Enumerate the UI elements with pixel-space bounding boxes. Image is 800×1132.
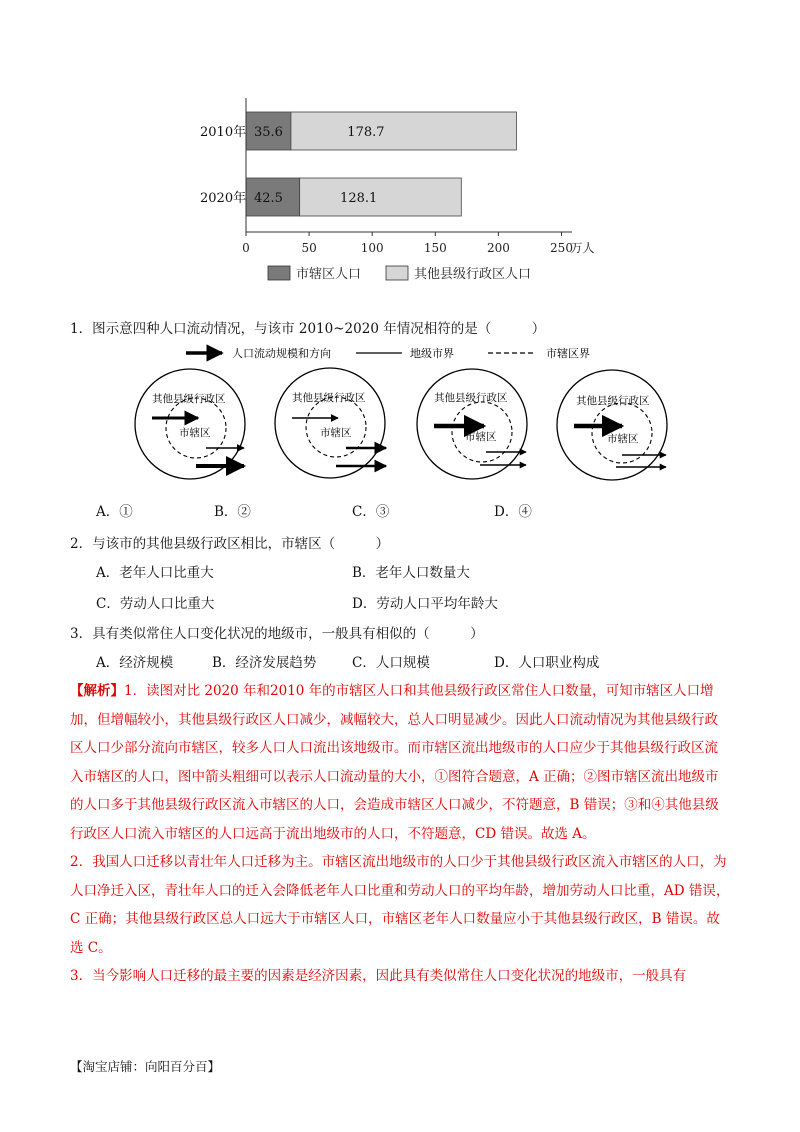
x-axis-unit-label: 万人 [570,241,595,255]
legend-district-boundary-label: 市辖区界 [546,347,590,360]
outer-region-label: 其他县级行政区 [292,392,366,404]
analysis-tag: 【解析】 [70,683,124,699]
q3-option-c[interactable]: C．人口规模 [352,655,430,671]
diagram-panel-3 [417,369,527,479]
bar-value-label: 42.5 [254,191,283,206]
question-1-stem: 1．图示意四种人口流动情况，与该市 2010~2020 年情况相符的是（ ） [70,321,546,337]
analysis-section [70,677,730,991]
bar-value-label: 35.6 [254,125,283,140]
q1-option-b[interactable]: B．② [214,504,251,520]
x-tick-label: 100 [360,241,384,255]
x-tick-label: 150 [423,241,447,255]
q1-option-a[interactable]: A．① [96,504,133,520]
legend-swatch-other [386,266,408,280]
inner-district-label: 市辖区 [607,433,639,445]
analysis-paragraph-3: 3．当今影响人口迁移的最主要的因素是经济因素，因此具有类似常住人口变化状况的地级市，一般具有 [70,968,687,984]
outer-region-label: 其他县级行政区 [152,393,226,405]
diagram-panel-1 [135,369,245,479]
category-label: 2020年 [200,191,247,206]
diagram-panel-2 [275,368,386,478]
legend-flow-label: 人口流动规模和方向 [232,347,331,360]
q2-option-a[interactable]: A．老年人口比重大 [96,565,214,581]
analysis-text-1: 1．读图对比 2020 年和2010 年的市辖区人口和其他县级行政区常住人口数量，可知市辖区人口增加，但增幅较小，其他县级行政区人口减少，减幅较大，总人口明显减少。因此人口流动情况为其他县级行政区人口少部分流向市辖区，较多人口人口流出该地级市。而市辖区流出地级市的人口应少于其他县级行政区流入市辖区的人口，图中箭头粗细可以表示人口流动量的大小，①图符合题意，A 正确；②图市辖区流出地级市的人口多于其他县级行政区流入市辖区的人口，会造成市辖区人口减少，不符题意，B 错误；③和④其他县级行政区人口流入市辖区的人口远高于流出地级市的人口，不符题意，CD 错误。故选 A。 [70,683,719,842]
bar-value-label: 128.1 [340,191,378,206]
legend-label-other: 其他县级行政区人口 [414,267,532,282]
q1-option-d[interactable]: D．④ [494,504,532,520]
bar-value-label: 178.7 [347,125,385,140]
flow-diagram [0,340,800,490]
bar-other-1 [291,112,517,150]
category-label: 2010年 [200,125,247,140]
legend-label-urban: 市辖区人口 [296,267,362,282]
population-bar-chart [0,0,800,300]
diagram-panel-4 [557,370,667,480]
q2-option-d[interactable]: D．劳动人口平均年龄大 [352,596,498,612]
x-tick-label: 0 [242,241,250,255]
q2-option-c[interactable]: C．劳动人口比重大 [96,596,215,612]
legend-city-boundary-label: 地级市界 [410,347,454,360]
inner-district-label: 市辖区 [179,427,211,439]
footer-shop-note: 【淘宝店铺：向阳百分百】 [70,1059,221,1074]
inner-district-label: 市辖区 [320,427,352,439]
q1-option-c[interactable]: C．③ [352,504,390,520]
analysis-paragraph-2: 2．我国人口迁移以青壮年人口迁移为主。市辖区流出地级市的人口少于其他县级行政区流入市辖区的人口，为人口净迁入区，青壮年人口的迁入会降低老年人口比重和劳动人口的平均年龄，增加劳动人口比重，AD 错误，C 正确；其他县级行政区总人口远大于市辖区人口，市辖区老年人口数量应小于其他县级行政区，B 错误。故选 C。 [70,854,730,956]
legend-swatch-urban [268,266,290,280]
outer-region-label: 其他县级行政区 [576,395,650,407]
bar-other-2 [300,178,462,216]
question-3-stem: 3．具有类似常住人口变化状况的地级市，一般具有相似的（ ） [70,626,484,642]
q2-option-b[interactable]: B．老年人口数量大 [352,565,470,581]
analysis-paragraph-1 [70,677,730,848]
x-tick-label: 250 [550,241,573,255]
q3-option-b[interactable]: B．经济发展趋势 [212,655,317,671]
inner-district-label: 市辖区 [465,431,497,443]
x-tick-label: 200 [486,241,510,255]
question-2-stem: 2．与该市的其他县级行政区相比，市辖区（ ） [70,536,390,552]
outer-region-label: 其他县级行政区 [434,392,508,404]
q3-option-d[interactable]: D．人口职业构成 [494,655,600,671]
q3-option-a[interactable]: A．经济规模 [96,655,174,671]
x-tick-label: 50 [301,241,317,255]
